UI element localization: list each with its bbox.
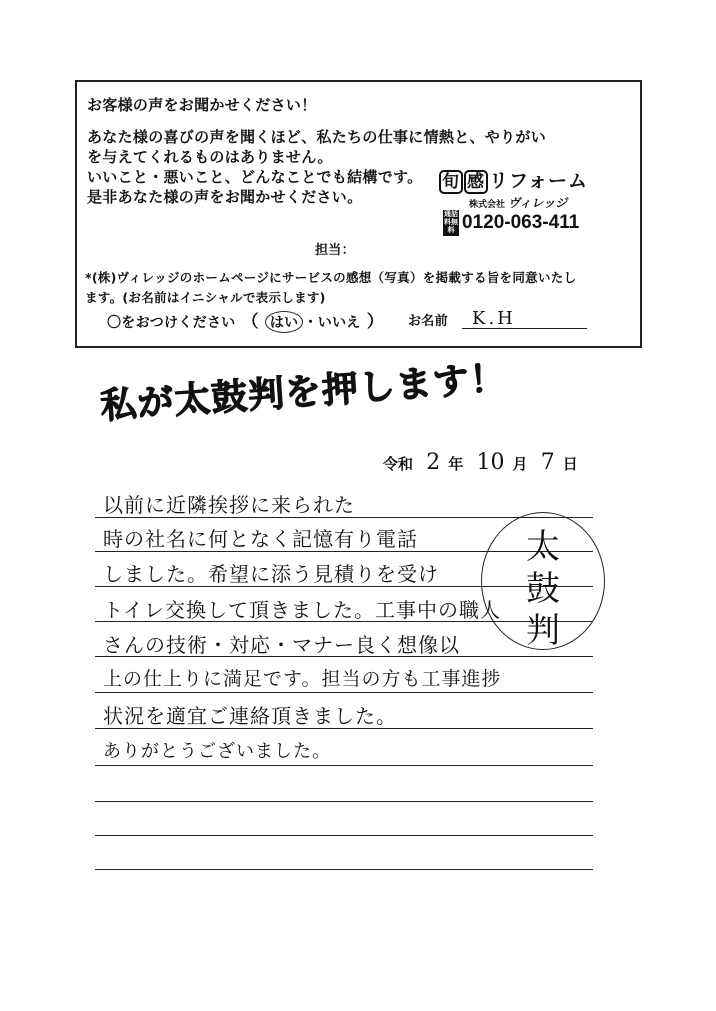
logo-brand [439, 166, 588, 194]
ruled-line [95, 692, 593, 693]
date-month: 10 [476, 450, 505, 475]
comment-line: トイレ交換して頂きました。工事中の職人 [103, 598, 501, 622]
free-dial-icon: 通話料無料 [444, 211, 458, 234]
choice-no[interactable]: いいえ [317, 315, 361, 331]
consent-choice: 〇をおつけください （ はい ・いいえ ） [107, 312, 385, 332]
form-body-line: 是非あなた様の声をお聞かせください。 [87, 188, 363, 206]
ruled-line [95, 869, 593, 870]
name-value: K.H [472, 308, 516, 329]
taikoban-seal [481, 512, 605, 650]
ruled-line [95, 765, 593, 766]
form-body-line: いいこと・悪いこと、どんなことでも結構です。 [87, 168, 423, 186]
seal-char: 太 [526, 527, 560, 567]
tanto-label: 担当： [315, 243, 355, 258]
comment-line: さんの技術・対応・マナー良く想像以 [103, 633, 460, 657]
comment-line: しました。希望に添う見積りを受け [103, 562, 439, 586]
customer-voice-form [75, 80, 642, 348]
date-year: 2 [426, 450, 441, 475]
seal-char: 鼓 [526, 569, 560, 609]
form-body-line: を与えてくれるものはありません。 [87, 148, 333, 166]
ruled-line [95, 801, 593, 802]
logo-kanji-1: 旬 [439, 170, 463, 194]
comment-line: ありがとうございました。 [103, 741, 331, 762]
name-label: お名前 [408, 314, 448, 329]
logo-brand-rest: リフォーム [489, 170, 589, 192]
company-name: ヴィレッジ [508, 196, 568, 210]
headline: 私が太鼓判を押します！ [98, 357, 508, 427]
date-day: 7 [540, 450, 555, 475]
company-logo [439, 166, 639, 246]
date-era: 令和 [383, 455, 414, 473]
phone-number [443, 210, 579, 236]
date-month-unit: 月 [512, 455, 528, 473]
form-body-line: あなた様の喜びの声を聞くほど、私たちの仕事に情熱と、やりがい [87, 128, 547, 146]
form-heading: お客様の声をお聞かせください！ [87, 96, 317, 114]
comment-line: 時の社名に何となく記憶有り電話 [103, 527, 418, 551]
company-prefix: 株式会社 [469, 200, 506, 210]
comment-line: 上の仕上りに満足です。担当の方も工事進捗 [103, 668, 502, 690]
comment-line: 以前に近隣挨拶に来られた [103, 493, 355, 517]
consent-line: *(株)ヴィレッジのホームページにサービスの感想（写真）を掲載する旨を同意いたし [85, 270, 577, 285]
choice-label: 〇をおつけください [107, 315, 236, 331]
date-year-unit: 年 [448, 455, 464, 473]
consent-line: ます。(お名前はイニシャルで表示します) [85, 290, 326, 305]
ruled-line [95, 835, 593, 836]
seal-char: 判 [526, 611, 560, 651]
choice-separator: ・ [303, 315, 318, 331]
date-day-unit: 日 [562, 455, 578, 473]
date [383, 450, 578, 475]
logo-kanji-2: 感 [464, 170, 488, 194]
choice-yes-selected[interactable]: はい [265, 311, 304, 333]
phone-number-text: 0120-063-411 [462, 212, 580, 234]
logo-company [469, 194, 567, 211]
comment-line: 状況を適宜ご連絡頂きました。 [103, 704, 397, 728]
